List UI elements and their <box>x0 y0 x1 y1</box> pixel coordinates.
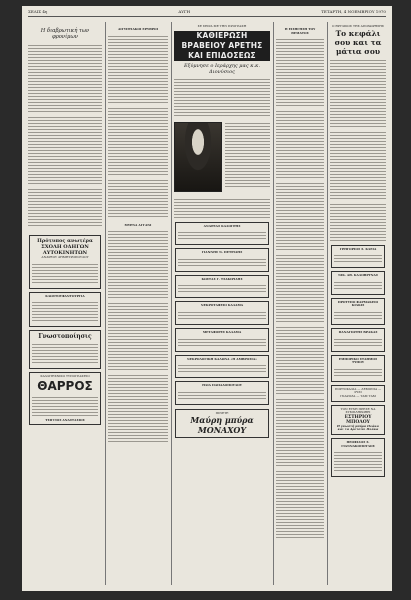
ad-driving-subtitle: ΑΝΔΡΕΟΥ ΔΗΜΗΤΡΟΠΟΥΛΟΥ <box>41 255 89 259</box>
ad-text <box>178 230 266 240</box>
ad-tharros-name: ΘΑΡΡΟΣ <box>37 378 93 393</box>
ad-text <box>334 367 382 377</box>
ad-beer-kicker: ΠΙΝΕΤΕ <box>215 410 229 415</box>
ad-weaving-title: ΚΛΩΣΤΟΥΦΑΝΤΟΥΡΓΙΑ <box>45 293 85 298</box>
column-1 <box>28 22 102 585</box>
ad-box <box>175 248 269 272</box>
ad-notice-title: Γνωστοποίησις <box>38 333 92 341</box>
page-number: ΣΕΛΙΣ 4η <box>28 9 48 14</box>
lead-kicker: ΣΕ ΣΕΙΡΑ ΜΕ ΤΗΝ ΠΡΟΓΡΑΦΗ <box>197 24 247 28</box>
ad-last-title: ΘΕΟΦΙΛΟΣ Σ. ΓΙΑΝΝΑΚΟΠΟΥΛΟΣ <box>341 439 375 448</box>
newspaper-page <box>22 6 392 591</box>
ad-restaurant <box>331 405 385 435</box>
lead-banner-headline: ΚΑΘΙΕΡΩΣΗ ΒΡΑΒΕΙΟΥ ΑΡΕΤΗΣ ΚΑΙ ΕΠΙΔΟΣΕΩΣ <box>174 31 270 61</box>
col2-heading: ΑΙΓΥΠΤΙΑΚΟΙ ΕΡΥΘΡΟΙ <box>117 27 159 31</box>
col5-ads <box>330 245 386 382</box>
column-3 <box>174 22 270 585</box>
ad-text <box>178 363 266 373</box>
ad-notice <box>29 330 101 369</box>
ad-driving-title: Πρότυπος ανωτέρα ΣΧΟΛΗ ΟΔΗΓΩΝ ΑΥΤΟΚΙΝΗΤΩΝ <box>37 238 93 256</box>
ad-title: ΝΕΚΡΟΤΑΦΕΙΟ ΚΑΛΑΜΑ <box>200 303 244 308</box>
ad-box <box>175 222 269 246</box>
ad-weaving <box>29 292 101 328</box>
col4-body-3 <box>276 181 324 251</box>
col2-body <box>108 34 168 104</box>
col4-body-4 <box>276 253 324 323</box>
ad-box <box>175 328 269 352</box>
ad-text <box>334 310 382 320</box>
article-body-cont <box>28 115 102 185</box>
col2-body-2 <box>108 178 168 218</box>
col4-body-7 <box>276 469 324 539</box>
ad-citrus-line2: ΓΚΑΖΟΖΑ — ΤΑΜ ΤΑΜ <box>340 393 376 398</box>
ad-title: ΓΙΑΝΝΗΣ Ν. ΠΕΤΡΙΔΗΣ <box>201 250 243 255</box>
ad-box <box>331 328 385 352</box>
column-2 <box>108 22 168 585</box>
ad-restaurant-pre: ΤΟΝ ΕΥΧΗ ΠΡΕΣΕ ΝΑ ΣΥΜΠΛΗΡΩΘΕΙ <box>340 406 376 415</box>
ad-citrus <box>331 385 385 402</box>
ad-restaurant-name: ΕΣΤΗΡΙΟΥ ΜΠΟΛΟΥ <box>344 414 372 425</box>
ad-box <box>175 275 269 299</box>
ad-box <box>175 381 269 405</box>
column-rule <box>327 22 328 585</box>
ad-box <box>331 355 385 382</box>
ad-title: ΚΩΣΤΑΣ Γ. ΤΣΑΚΙΡΙΔΗΣ <box>201 276 243 281</box>
column-4 <box>276 22 324 585</box>
ad-title: ΝΕΚΡΟΛΟΓΙΚΗ ΚΑΛΩΝΑ «Η ΑΜΒΡΟΣΙΑ» <box>186 356 258 361</box>
ad-tharros-top: ΚΑΛΛΙΤΕΧΝΙΚΟ ΤΥΠΟΓΡΑΦΕΙΟ <box>40 374 90 379</box>
ad-text <box>178 390 266 400</box>
column-rule <box>171 22 172 585</box>
col2-body-cont <box>108 106 168 176</box>
paper-name: ΑΥΓΗ <box>178 9 191 14</box>
article-body <box>28 43 102 113</box>
col5-body-2 <box>330 130 386 200</box>
ad-box <box>331 271 385 295</box>
col4-body <box>276 37 324 107</box>
ad-title: ΝΙΚ. ΑΘ. ΚΑΛΟΒΡΥΝΑΣ <box>338 273 378 278</box>
ad-beer <box>175 409 269 439</box>
ad-text <box>334 280 382 290</box>
col2-body-3 <box>108 229 168 299</box>
lead-photo-row <box>174 119 270 195</box>
ad-title: ΜΕΤΑΦΟΡΕΣ ΚΑΛΑΜΑ <box>202 329 242 334</box>
ad-driving-school <box>29 235 101 289</box>
col2-body-5 <box>108 373 168 443</box>
ad-driving-text <box>32 262 98 284</box>
article-title: Η διαβρωτική των φρονίμων <box>40 28 90 40</box>
column-5 <box>330 22 386 585</box>
ad-text <box>178 310 266 320</box>
ad-title: ΓΡΗΓΟΡΙΟΣ Σ. ΚΛΕΙΑ <box>339 246 377 251</box>
col4-body-2 <box>276 109 324 179</box>
col3-ads <box>174 222 270 405</box>
col5-kicker: Ο ΘΡΥΛΙΚΟΣ ΤΗΣ ΑΠΟΧΩΡΗΣΗΣ <box>331 24 385 28</box>
ad-last-text <box>334 450 382 472</box>
ad-beer-title: Μαύρη μπύρα ΜΟΝΑΧΟΥ <box>190 415 254 436</box>
issue-date: ΤΕΤΑΡΤΗ, 4 ΝΟΕΜΒΡΙΟΥ 1970 <box>321 9 386 14</box>
ad-box <box>331 245 385 269</box>
page-header <box>28 9 386 17</box>
ad-text <box>334 337 382 347</box>
col5-body-3 <box>330 202 386 242</box>
col5-title: Το κεφάλι σου και τα μάτια σου <box>334 28 382 56</box>
col4-body-5 <box>276 325 324 395</box>
ad-weaving-text <box>32 300 98 322</box>
lead-body-end <box>174 197 270 219</box>
ad-notice-text <box>32 342 98 364</box>
ad-citrus-line1: ΠΟΡΤΟΚΑΛΙΑ — ΛΕΜΟΝΙΑ — ΡΥΖΙ <box>334 386 382 395</box>
col2-subheading: ΜΥΡΝΑ ΑΓΓΑΝΙ <box>124 222 152 227</box>
ad-title: ΠΑΝΑΓΙΩΤΗΣ ΒΡΑΚΑΣ <box>338 329 378 334</box>
lead-body <box>174 77 270 117</box>
col4-body-6 <box>276 397 324 467</box>
ad-restaurant-note: Η γνωστή μπύρα Πλάκα και τα Αρετσίνι Πλάκα <box>337 423 379 432</box>
ad-title: ΑΝΔΡΕΑΣ ΚΑΛΟΓΡΗΣ <box>203 223 241 228</box>
col5-body <box>330 58 386 128</box>
ad-tharros-bottom: ΤΣΙΓΓΙΟΣ ΑΝΑΣΤΑΣΙΟΣ <box>45 417 85 422</box>
col4-heading: Η ΕΙΣΗΓΗΣΗ ΤΟΥ ΘΕΜΑΤΟΣ <box>284 27 316 35</box>
lead-body-side <box>225 121 270 189</box>
ad-text <box>178 257 266 267</box>
column-rule <box>273 22 274 585</box>
column-rule <box>105 22 106 585</box>
bishop-photo <box>174 122 222 192</box>
ad-tharros-text <box>32 395 98 417</box>
ad-tharros <box>29 372 101 425</box>
article-body-end <box>28 187 102 227</box>
ad-box <box>175 301 269 325</box>
ad-text <box>334 253 382 263</box>
ad-title: ΗΛΙΑ ΠΑΠΑΔΟΠΟΥΛΟΥ <box>202 383 242 388</box>
ad-text <box>178 337 266 347</box>
ad-box <box>175 355 269 379</box>
ad-title: ΕΜΠΟΡΙΚΟ ΣΤΑΘΜΟΣ ΤΥΠΟΥ <box>338 356 378 365</box>
ad-text <box>178 283 266 293</box>
ad-box <box>331 298 385 325</box>
ad-last <box>331 438 385 477</box>
ad-title: ΠΡΟΤΥΠΟ ΦΑΡΜΑΚΕΙΟ ΚΙΛΚΙΣ <box>337 299 379 308</box>
lead-subheadline: Εξύμνησε ο Ιεράρχης μας κ.κ. Διονύσιος <box>183 62 261 75</box>
col2-body-4 <box>108 301 168 371</box>
